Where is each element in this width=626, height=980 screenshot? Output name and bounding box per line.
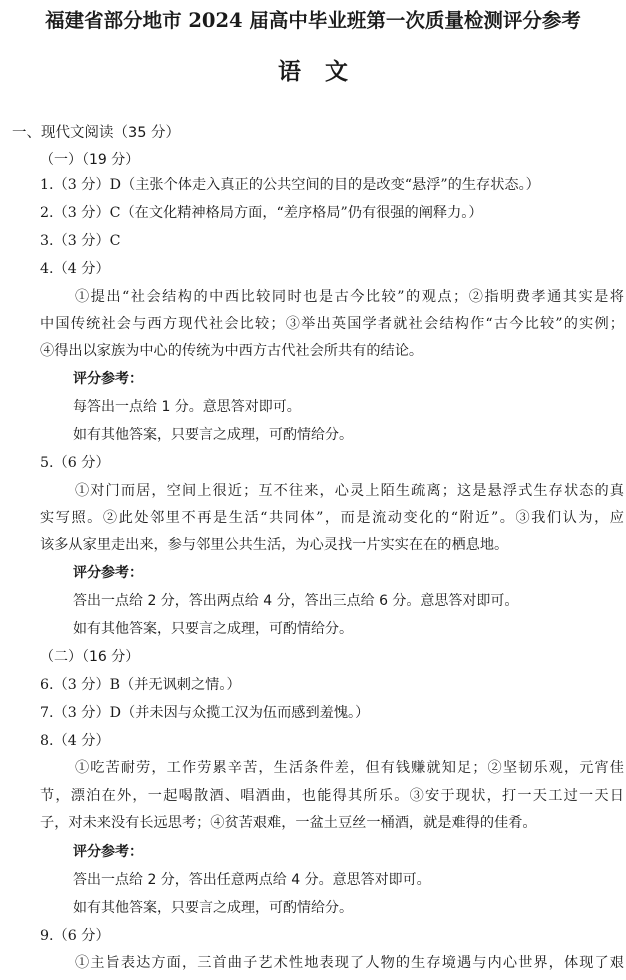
document-title: 福建省部分地市 2024 届高中毕业班第一次质量检测评分参考 xyxy=(45,9,581,32)
scoring-text: 答出一点给 2 分，答出任意两点给 4 分。意思答对即可。 xyxy=(73,872,431,888)
scoring-label: 评分参考： xyxy=(73,371,143,387)
scoring-text: 如有其他答案，只要言之成理，可酌情给分。 xyxy=(73,900,353,916)
question-heading-q4: 4.（4 分） xyxy=(40,261,110,277)
answer-q8-line: 子，对未来没有长远思考；④贫苦艰难，一盆土豆丝一桶酒，就是难得的佳肴。 xyxy=(40,815,537,831)
question-heading-q5: 5.（6 分） xyxy=(40,455,110,471)
scoring-text: 如有其他答案，只要言之成理，可酌情给分。 xyxy=(73,427,353,443)
answer-q2: 2.（3 分）C（在文化精神格局方面，“差序格局”仍有很强的阐释力。） xyxy=(40,205,483,221)
subject-title: 语文 xyxy=(278,58,372,85)
answer-q6: 6.（3 分）B（并无讽刺之情。） xyxy=(40,677,241,693)
answer-q5-line: 实写照。②此处邻里不再是生活“共同体”，而是流动变化的“附近”。③我们认为，应 xyxy=(40,510,624,526)
question-heading-q8: 8.（4 分） xyxy=(40,733,110,749)
scoring-text: 每答出一点给 1 分。意思答对即可。 xyxy=(73,399,301,415)
answer-q7: 7.（3 分）D（并未因与众揽工汉为伍而感到羞愧。） xyxy=(40,705,370,721)
section-heading: 一、现代文阅读（35 分） xyxy=(12,125,181,141)
answer-q4-line: ④得出以家族为中心的传统为中西方古代社会所共有的结论。 xyxy=(40,343,424,359)
scoring-text: 答出一点给 2 分，答出两点给 4 分，答出三点给 6 分。意思答对即可。 xyxy=(73,593,519,609)
answer-q1: 1.（3 分）D（主张个体走入真正的公共空间的目的是改变“悬浮”的生存状态。） xyxy=(40,177,540,193)
answer-q8-line: ①吃苦耐劳，工作劳累辛苦，生活条件差，但有钱赚就知足；②坚韧乐观，元宵佳 xyxy=(75,760,624,776)
scoring-label: 评分参考： xyxy=(73,844,143,860)
answer-q4-line: 中国传统社会与西方现代社会比较；③举出英国学者就社会结构作“古今比较”的实例； xyxy=(40,316,624,332)
question-heading-q9: 9.（6 分） xyxy=(40,928,110,944)
answer-q5-line: 该多从家里走出来，参与邻里公共生活，为心灵找一片实实在在的栖息地。 xyxy=(40,537,509,553)
answer-q8-line: 节，漂泊在外，一起喝散酒、唱酒曲，也能得其所乐。③安于现状，打一天工过一天日 xyxy=(40,788,624,804)
scoring-label: 评分参考： xyxy=(73,565,143,581)
scoring-text: 如有其他答案，只要言之成理，可酌情给分。 xyxy=(73,621,353,637)
part-heading-2: （二）（16 分） xyxy=(40,649,140,665)
answer-q3: 3.（3 分）C xyxy=(40,233,121,249)
answer-q5-line: ①对门而居，空间上很近；互不往来，心灵上陌生疏离；这是悬浮式生存状态的真 xyxy=(75,483,624,499)
answer-q4-line: ①提出“社会结构的中西比较同时也是古今比较”的观点；②指明费孝通其实是将 xyxy=(75,289,624,305)
part-heading-1: （一）（19 分） xyxy=(40,152,140,168)
answer-q9-line: ①主旨表达方面，三首曲子艺术性地表现了人物的生存境遇与内心世界，体现了艰 xyxy=(75,955,624,971)
